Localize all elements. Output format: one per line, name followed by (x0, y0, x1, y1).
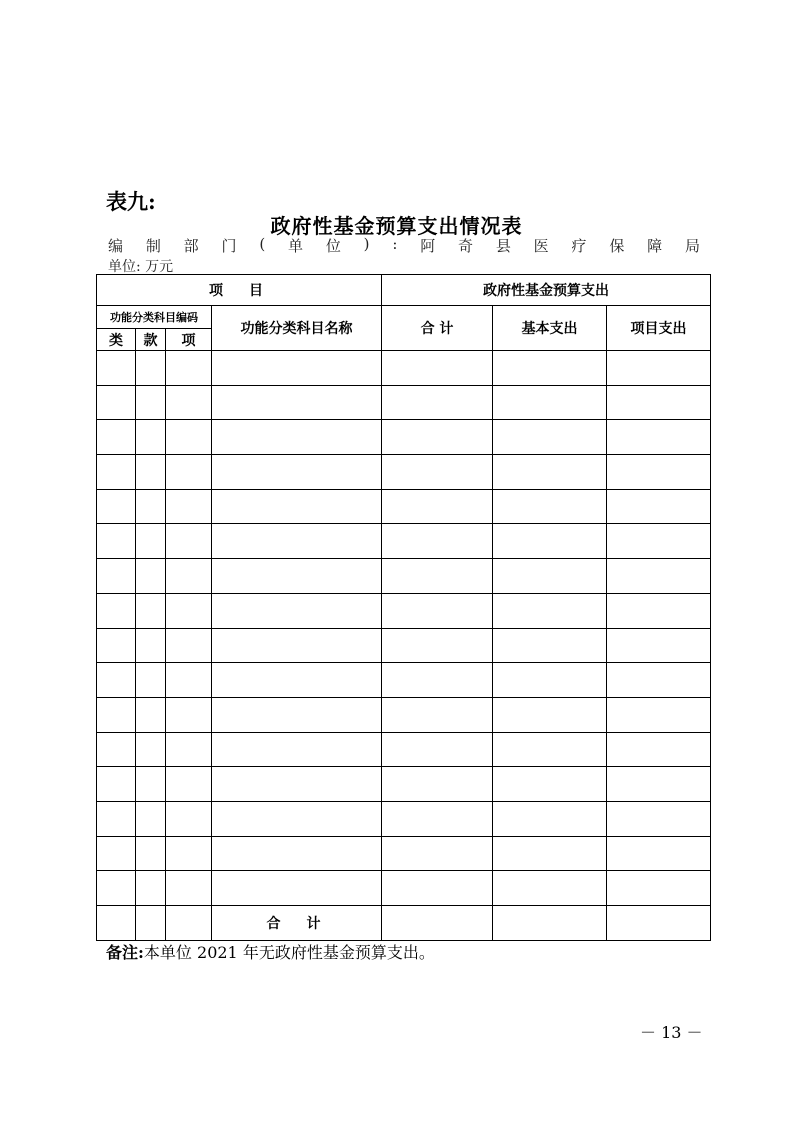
header-code-cell: 功能分类科目编码 (97, 306, 212, 329)
table-cell (493, 593, 607, 628)
table-cell (212, 385, 382, 420)
table-cell (166, 559, 212, 594)
table-cell (493, 801, 607, 836)
table-cell (136, 663, 166, 698)
table-cell (166, 697, 212, 732)
table-cell (97, 697, 136, 732)
table-cell (97, 524, 136, 559)
table-cell (212, 559, 382, 594)
total-row (97, 906, 711, 941)
remark-label: 备注: (106, 943, 144, 962)
table-cell (212, 455, 382, 490)
compiling-department-line (108, 235, 700, 256)
table-cell (212, 697, 382, 732)
table-cell (97, 628, 136, 663)
dept-char: 局 (684, 237, 700, 255)
dept-char: ( (259, 235, 266, 253)
remark-text: 本单位 2021 年无政府性基金预算支出。 (143, 943, 435, 962)
table-cell (382, 767, 493, 802)
table-cell (166, 420, 212, 455)
table-cell (136, 628, 166, 663)
dept-char: 位 (325, 237, 341, 255)
table-cell (493, 871, 607, 906)
table-cell (493, 732, 607, 767)
dept-char: 部 (183, 237, 199, 255)
table-cell (136, 455, 166, 490)
table-cell (97, 593, 136, 628)
table-cell (382, 836, 493, 871)
unit-label: 单位: 万元 (108, 259, 174, 275)
table-row (97, 697, 711, 732)
table-cell (136, 767, 166, 802)
table-cell (136, 559, 166, 594)
table-cell (212, 593, 382, 628)
table-cell (382, 559, 493, 594)
table-cell (166, 732, 212, 767)
table-cell (382, 455, 493, 490)
table-cell (607, 697, 711, 732)
table-cell (212, 732, 382, 767)
table-row (97, 836, 711, 871)
table-cell (166, 628, 212, 663)
table-row (97, 524, 711, 559)
table-cell (212, 871, 382, 906)
table-cell (607, 351, 711, 386)
table-row (97, 801, 711, 836)
table-row (97, 767, 711, 802)
table-cell (166, 593, 212, 628)
table-cell (97, 420, 136, 455)
table-row (97, 489, 711, 524)
table-cell (382, 420, 493, 455)
table-cell (607, 663, 711, 698)
table-cell (97, 871, 136, 906)
table-cell (382, 385, 493, 420)
table-cell (136, 385, 166, 420)
table-cell (382, 732, 493, 767)
dept-char: 障 (647, 237, 663, 255)
table-cell (212, 767, 382, 802)
table-cell (493, 697, 607, 732)
table-cell (493, 628, 607, 663)
table-cell (607, 593, 711, 628)
table-cell (493, 559, 607, 594)
header-project-cell: 项目支出 (607, 306, 711, 351)
table-cell (166, 524, 212, 559)
header-total-cell: 合 计 (382, 306, 493, 351)
table-cell (607, 524, 711, 559)
table-cell (166, 906, 212, 941)
table-cell (97, 732, 136, 767)
table-cell (136, 489, 166, 524)
table-row (97, 351, 711, 386)
table-cell (607, 489, 711, 524)
table-cell (212, 351, 382, 386)
table-cell (136, 906, 166, 941)
dept-char: 医 (533, 237, 549, 255)
dept-char: 制 (145, 237, 161, 255)
table-cell (607, 455, 711, 490)
table-cell (382, 593, 493, 628)
header-basic-cell: 基本支出 (493, 306, 607, 351)
dept-char: 疗 (571, 237, 587, 255)
table-cell (212, 628, 382, 663)
table-cell (382, 697, 493, 732)
table-cell (97, 351, 136, 386)
table-cell (382, 871, 493, 906)
table-cell (166, 663, 212, 698)
table-cell (166, 836, 212, 871)
table-cell (136, 836, 166, 871)
remark (106, 940, 435, 963)
dept-char: 阿 (420, 237, 436, 255)
table-cell (212, 524, 382, 559)
table-cell (607, 836, 711, 871)
table-cell (493, 455, 607, 490)
table-cell (607, 871, 711, 906)
table-row (97, 385, 711, 420)
dept-char: 保 (609, 237, 625, 255)
table-cell (212, 836, 382, 871)
table-row (97, 559, 711, 594)
table-cell (607, 559, 711, 594)
table-cell (382, 351, 493, 386)
table-row (97, 871, 711, 906)
table-cell (382, 801, 493, 836)
table-cell (607, 385, 711, 420)
table-number-label: 表九: (106, 189, 156, 214)
dept-char: ) (363, 235, 370, 253)
table-cell (212, 489, 382, 524)
table-cell (136, 871, 166, 906)
table-cell (493, 663, 607, 698)
table-cell (493, 489, 607, 524)
table-cell (493, 836, 607, 871)
table-cell (97, 385, 136, 420)
table-cell (493, 767, 607, 802)
table-cell (166, 871, 212, 906)
table-cell (136, 593, 166, 628)
table-row (97, 628, 711, 663)
table-cell (97, 801, 136, 836)
header-item-cell: 项 目 (97, 275, 382, 306)
table-cell (493, 524, 607, 559)
table-cell (493, 385, 607, 420)
table-cell (382, 906, 493, 941)
dept-char: 县 (495, 237, 511, 255)
table-cell (166, 801, 212, 836)
table-cell (136, 801, 166, 836)
table-cell (136, 524, 166, 559)
table-cell (493, 906, 607, 941)
table-row (97, 732, 711, 767)
table-cell (166, 455, 212, 490)
table-cell (97, 836, 136, 871)
header-expenditure-cell: 政府性基金预算支出 (382, 275, 711, 306)
dept-char: 门 (221, 237, 237, 255)
table-row (97, 663, 711, 698)
table-cell (382, 663, 493, 698)
header-lei-cell: 类 (97, 329, 136, 351)
table-cell (212, 420, 382, 455)
table-cell (607, 420, 711, 455)
table-row (97, 455, 711, 490)
table-cell (97, 767, 136, 802)
table-cell (212, 663, 382, 698)
table-cell (382, 628, 493, 663)
table-cell (607, 732, 711, 767)
table-cell (136, 351, 166, 386)
table-cell (493, 351, 607, 386)
table-row (97, 593, 711, 628)
table-cell (493, 420, 607, 455)
table-cell (136, 420, 166, 455)
table-cell (212, 801, 382, 836)
table-cell (166, 489, 212, 524)
total-label-cell: 合 计 (212, 906, 382, 941)
table-cell (166, 385, 212, 420)
table-cell (607, 801, 711, 836)
table-cell (166, 351, 212, 386)
header-xiang-cell: 项 (166, 329, 212, 351)
table-row (97, 420, 711, 455)
table-cell (607, 628, 711, 663)
table-cell (97, 489, 136, 524)
table-cell (97, 663, 136, 698)
header-kuan-cell: 款 (136, 329, 166, 351)
table-cell (607, 906, 711, 941)
dept-char: 奇 (458, 237, 474, 255)
table-cell (382, 524, 493, 559)
dept-char: : (392, 235, 398, 253)
table-cell (97, 455, 136, 490)
page-number: － 13 － (640, 1023, 703, 1042)
document-title: 政府性基金预算支出情况表 (270, 214, 523, 238)
table-cell (166, 767, 212, 802)
table-cell (136, 697, 166, 732)
table-cell (382, 489, 493, 524)
dept-char: 单 (287, 237, 303, 255)
dept-char: 编 (108, 237, 124, 255)
header-name-cell: 功能分类科目名称 (212, 306, 382, 351)
table-cell (607, 767, 711, 802)
table-cell (136, 732, 166, 767)
budget-expenditure-table (96, 274, 711, 941)
table-cell (97, 906, 136, 941)
table-cell (97, 559, 136, 594)
